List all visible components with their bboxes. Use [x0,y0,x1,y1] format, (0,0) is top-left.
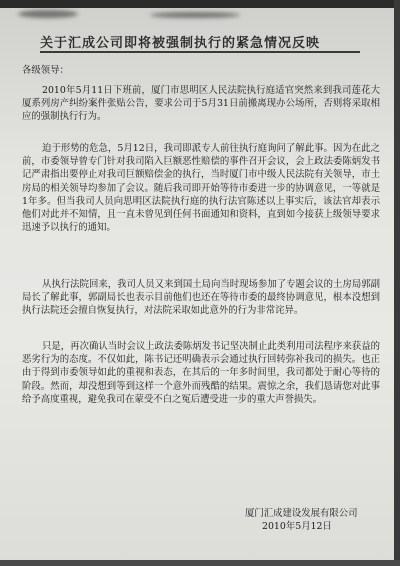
paragraph-2-text: 迫于形势的危急，5月12日，我司即派专人前往执行庭询问了解此事。因为在此之前，市委领导曾专门针对我司陷入巨额恶性赔偿的事件召开会议，会上政法委陈炳发书记严肃指出要停止对我司巨额赔偿金的执行，当时厦门市中级人民法院有关领导，市土房局的相关领导均参加了会议。随后我司即开始等待市委进一步的协调意见，一等就是1年多。但当我司人员向思明区法院执行庭的执行法官陈述以上事实后，该法官却表示他们对此并不知情，且一直未曾见到任何书面通知和资料，直到如今接获上级领导要求迅速予以执行的通知。 [22,143,380,234]
paragraph-4-text: 只是，再次确认当时会议上政法委陈炳发书记坚决制止此类利用司法程序来获益的恶劣行为的态度。不仅如此，陈书记还明确表示会通过执行回转弥补我司的损失。也正由于得到市委领导如此的重视和表态，在其后的一年多时间里，我司都处于耐心等待的阶段。然而，却没想到等到这样一个意外而残酷的结果。震惊之余，我们恳请您对此事给予高度重视，避免我司在蒙受不白之冤后遭受进一步的重大声誉损失。 [22,341,380,405]
signature-date: 2010年5月12日 [262,521,332,532]
paragraph-3 [22,278,380,318]
paragraph-1 [22,84,380,124]
scan-smudge [18,10,78,18]
paragraph-2 [22,142,380,234]
paragraph-3-text: 从执行法院回来，我司人员又来到国土局向当时现场参加了专题会议的土房局郭副局长了解此事，郭副局长也表示目前他们也还在等待市委的最终协调意见，根本没想到执行法院还会擅自恢复执行，对法院采取如此意外的行为非常诧异。 [22,279,380,317]
document-title: 关于汇成公司即将被强制执行的紧急情况反映 [40,36,321,50]
company-signature: 厦门汇成建设发展有限公司 [245,508,358,519]
paragraph-4 [22,340,380,406]
scan-top-edge [0,0,400,8]
title-underline [40,51,360,53]
scan-right-edge [394,0,400,566]
scan-smudge [150,12,240,18]
paragraph-1-text: 2010年5月11日下班前，厦门市思明区人民法院执行庭适官突然来到我司莲花大厦系列房产纠纷案件张贴公告，要求公司于5月31日前搬离现办公场所，否则将采取相应的强制执行行为。 [22,85,380,123]
scan-bottom-edge [0,560,400,566]
greeting: 各级领导： [22,65,69,76]
